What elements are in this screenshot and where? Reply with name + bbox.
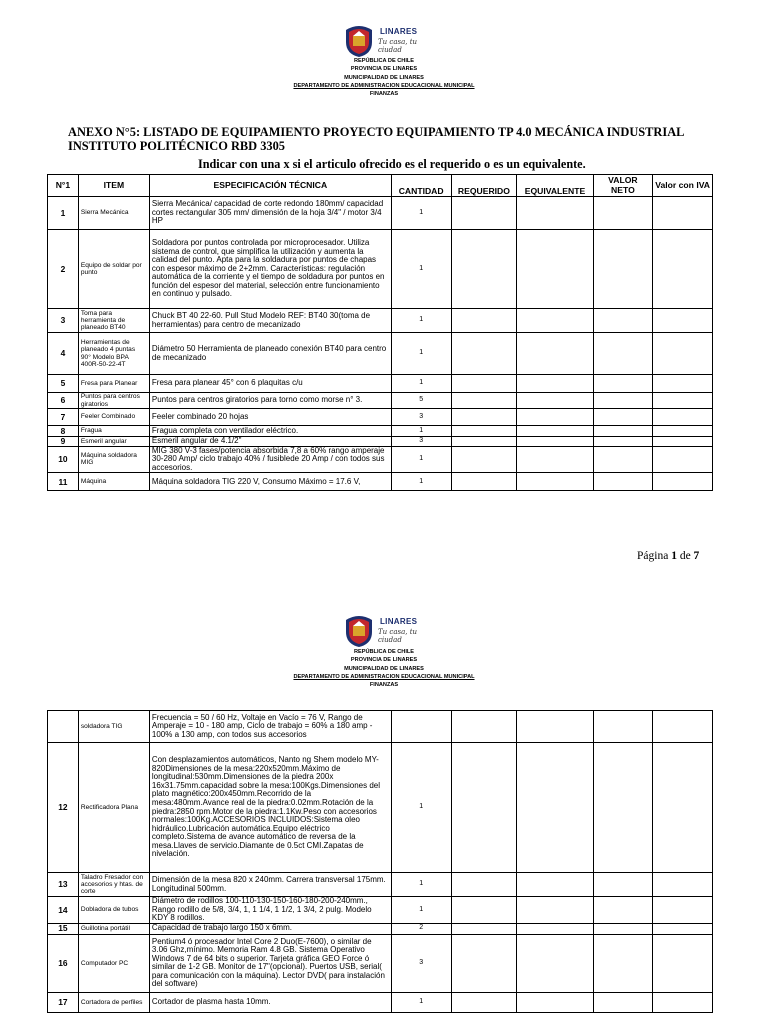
table-row [48,409,713,426]
header-province: PROVINCIA DE LINARES [350,66,418,73]
row-valor-neto[interactable] [593,446,653,473]
row-valor-iva[interactable] [653,473,713,491]
row-item: Dobladora de tubos [78,897,149,924]
row-valor-iva[interactable] [653,230,713,309]
row-requerido[interactable] [451,309,517,333]
table-row [48,197,713,230]
row-number: 16 [48,934,79,992]
table-row [48,473,713,491]
row-valor-neto[interactable] [593,309,653,333]
row-spec: Soldadora por puntos controlada por microprocesador. Utiliza sistema de control, que simplifica la utilización y aumenta la calidad del punto. Apta para la soldadura por puntos de chapas con espesor máximo de 2+2mm. Características: regulación automática de la corriente y el tiempo de soldadura por puntos en función del espesor del material, selección entre funcionamiento en continuo y pulsado. [149,230,391,309]
row-requerido[interactable] [451,992,517,1012]
row-spec: Pentium4 ó procesador Intel Core 2 Duo(E-7600), o similar de 3.06 Ghz,mínimo. Memoria Ram 4.8 GB. Sistema Operativo Windows 7 de 64 bits o superior. Tarjeta gráfica GEO Force ó similar de 1-2 GB. Monitor de 17"(opcional). Puertos USB, serial( para comunicación con la máquina). Lector DVD( para instalación del software) [149,934,391,992]
row-item: Esmeril angular [78,437,149,447]
row-valor-iva[interactable] [653,743,713,873]
table-row [48,711,713,743]
row-equivalente[interactable] [517,375,593,393]
row-quantity: 1 [391,375,451,393]
row-valor-neto[interactable] [593,934,653,992]
row-spec: Feeler combinado 20 hojas [149,409,391,426]
row-equivalente[interactable] [517,473,593,491]
header-department: DEPARTAMENTO DE ADMINISTRACION EDUCACIONAL MUNICIPAL [293,673,475,680]
row-requerido[interactable] [451,333,517,375]
row-item: Rectificadora Plana [78,743,149,873]
row-number: 14 [48,897,79,924]
row-number: 1 [48,197,79,230]
row-requerido[interactable] [451,197,517,230]
institution-header [0,57,768,98]
table-row [48,230,713,309]
table-row [48,934,713,992]
page-of: de [679,550,691,562]
col-qty: CANTIDAD [391,175,451,197]
row-equivalente[interactable] [517,897,593,924]
row-valor-neto[interactable] [593,711,653,743]
row-valor-iva[interactable] [653,897,713,924]
row-valor-iva[interactable] [653,393,713,409]
row-quantity: 3 [391,437,451,447]
row-item: Computador PC [78,934,149,992]
row-quantity: 1 [391,743,451,873]
table-row [48,437,713,447]
row-requerido[interactable] [451,446,517,473]
row-number: 13 [48,873,79,897]
row-equivalente[interactable] [517,309,593,333]
row-valor-neto[interactable] [593,230,653,309]
row-spec: Cortador de plasma hasta 10mm. [149,992,391,1012]
row-spec: Frecuencia = 50 / 60 Hz, Voltaje en Vacío = 76 V, Rango de Amperaje = 10 - 180 amp, Ciclo de trabajo = 60% a 180 amp - 100% a 130 amp, con todos sus accesorios [149,711,391,743]
row-number: 3 [48,309,79,333]
row-equivalente[interactable] [517,333,593,375]
row-valor-neto[interactable] [593,873,653,897]
linares-shield-icon [342,24,376,58]
table-row [48,426,713,437]
row-spec: Fresa para planear 45° con 6 plaquitas c/u [149,375,391,393]
equipment-table-page1 [47,174,713,491]
table-row [48,393,713,409]
page-total: 7 [693,550,700,562]
row-item: Feeler Combinado [78,409,149,426]
row-spec: MIG 380 V-3 fases/potencia absorbida 7,8 a 60% rango amperaje 30-280 Amp/ ciclo trabajo 40% / fusiblede 20 Amp / con todos sus accesorios. [149,446,391,473]
row-requerido[interactable] [451,437,517,447]
row-requerido[interactable] [451,409,517,426]
row-item: soldadora TIG [78,711,149,743]
equipment-table-page2 [47,710,713,1013]
row-equivalente[interactable] [517,873,593,897]
row-item: Toma para herramienta de planeado BT40 [78,309,149,333]
row-equivalente[interactable] [517,992,593,1012]
row-spec: Dimensión de la mesa 820 x 240mm. Carrera transversal 175mm. Longitudinal 500mm. [149,873,391,897]
row-valor-neto[interactable] [593,375,653,393]
row-item: Máquina [78,473,149,491]
row-quantity: 1 [391,309,451,333]
row-equivalente[interactable] [517,437,593,447]
row-quantity: 1 [391,473,451,491]
table-row [48,743,713,873]
row-requerido[interactable] [451,393,517,409]
row-quantity [391,711,451,743]
row-quantity: 3 [391,934,451,992]
row-quantity: 1 [391,197,451,230]
header-finance: FINANZAS [369,682,399,689]
row-valor-iva[interactable] [653,375,713,393]
logo-brand: LINARES [380,27,418,36]
row-requerido[interactable] [451,473,517,491]
row-valor-neto[interactable] [593,473,653,491]
row-quantity: 1 [391,333,451,375]
row-number: 9 [48,437,79,447]
page-number [637,550,699,562]
row-spec: Fragua completa con ventilador eléctrico. [149,426,391,437]
table-header-row [48,175,713,197]
row-valor-neto[interactable] [593,437,653,447]
row-valor-neto[interactable] [593,426,653,437]
row-item: Puntos para centros giratorios [78,393,149,409]
header-municipality: MUNICIPALIDAD DE LINARES [344,74,424,81]
row-valor-neto[interactable] [593,743,653,873]
header-municipality: MUNICIPALIDAD DE LINARES [344,665,424,672]
row-requerido[interactable] [451,873,517,897]
row-valor-iva[interactable] [653,426,713,437]
row-valor-neto[interactable] [593,992,653,1012]
row-spec: Puntos para centros giratorios para torno como morse n° 3. [149,393,391,409]
row-number: 17 [48,992,79,1012]
row-number: 15 [48,923,79,934]
row-number: 10 [48,446,79,473]
row-equivalente[interactable] [517,426,593,437]
row-number: 11 [48,473,79,491]
row-number: 5 [48,375,79,393]
row-requerido[interactable] [451,934,517,992]
row-valor-neto[interactable] [593,393,653,409]
row-number: 4 [48,333,79,375]
row-valor-iva[interactable] [653,409,713,426]
header-department: DEPARTAMENTO DE ADMINISTRACION EDUCACIONAL MUNICIPAL [293,82,475,89]
table-row [48,375,713,393]
row-equivalente[interactable] [517,446,593,473]
row-quantity: 1 [391,897,451,924]
row-equivalente[interactable] [517,409,593,426]
row-requerido[interactable] [451,230,517,309]
logo-slogan: Tu casa, tu ciudad [378,38,418,54]
row-quantity: 1 [391,230,451,309]
row-equivalente[interactable] [517,197,593,230]
row-requerido[interactable] [451,426,517,437]
table-row [48,446,713,473]
row-requerido[interactable] [451,711,517,743]
row-valor-iva[interactable] [653,197,713,230]
annex-title-line2: INSTITUTO POLITÉCNICO RBD 3305 [68,138,285,153]
row-spec: Diámetro de rodillos 100-110-130-150-160-180-200-240mm., Rango rodillo de 5/8, 3/4, 1, 1 1/4, 1 1/2, 1 3/4, 2 pulg. Modelo KDY 8 rodillos. [149,897,391,924]
row-quantity: 1 [391,426,451,437]
logo-brand: LINARES [380,617,418,626]
row-quantity: 1 [391,992,451,1012]
row-equivalente[interactable] [517,923,593,934]
row-equivalente[interactable] [517,743,593,873]
linares-logo [338,24,438,58]
annex-title [68,126,708,153]
row-requerido[interactable] [451,897,517,924]
row-quantity: 1 [391,446,451,473]
row-valor-iva[interactable] [653,309,713,333]
row-number: 2 [48,230,79,309]
row-quantity: 2 [391,923,451,934]
row-item: Máquina soldadora MIG [78,446,149,473]
row-number: 6 [48,393,79,409]
header-republic: REPÚBLICA DE CHILE [353,649,415,655]
instruction-text: Indicar con una x si el articulo ofrecido es el requerido o es un equivalente. [198,157,586,171]
row-valor-iva[interactable] [653,446,713,473]
row-valor-iva[interactable] [653,873,713,897]
header-finance: FINANZAS [369,91,399,98]
row-valor-neto[interactable] [593,409,653,426]
row-item: Fragua [78,426,149,437]
row-valor-iva[interactable] [653,437,713,447]
row-requerido[interactable] [451,923,517,934]
table-row [48,923,713,934]
row-quantity: 5 [391,393,451,409]
institution-header [0,648,768,689]
row-item: Equipo de soldar por punto [78,230,149,309]
page-label: Página [637,550,669,562]
row-equivalente[interactable] [517,711,593,743]
col-equivalente: EQUIVALENTE [517,175,593,197]
row-item: Herramientas de planeado 4 puntas 90° Modelo BPA 400R-50-22-4T [78,333,149,375]
page-2 [0,580,768,1024]
row-valor-neto[interactable] [593,923,653,934]
row-valor-iva[interactable] [653,711,713,743]
linares-logo [338,614,438,648]
row-number: 7 [48,409,79,426]
header-republic: REPÚBLICA DE CHILE [353,58,415,64]
col-spec: ESPECIFICACIÓN TÉCNICA [149,175,391,197]
row-item: Sierra Mecánica [78,197,149,230]
header-province: PROVINCIA DE LINARES [350,657,418,664]
row-item: Taladro Fresador con accesorios y htas. de corte [78,873,149,897]
row-number [48,711,79,743]
row-spec: Capacidad de trabajo largo 150 x 6mm. [149,923,391,934]
col-num: N°1 [48,175,79,197]
row-number: 8 [48,426,79,437]
row-quantity: 1 [391,873,451,897]
annex-title-line1: ANEXO N°5: LISTADO DE EQUIPAMIENTO PROYECTO EQUIPAMIENTO TP 4.0 MECÁNICA INDUSTRIAL [68,125,685,139]
row-valor-iva[interactable] [653,333,713,375]
table-row [48,309,713,333]
table-row [48,992,713,1012]
table-row [48,873,713,897]
row-spec: Esmeril angular de 4.1/2" [149,437,391,447]
row-spec: Chuck BT 40 22-60. Pull Stud Modelo REF: BT40 30(toma de herramientas) para centro de mecanizado [149,309,391,333]
row-valor-iva[interactable] [653,992,713,1012]
col-valor-iva: Valor con IVA [653,175,713,197]
row-requerido[interactable] [451,743,517,873]
logo-slogan: Tu casa, tu ciudad [378,628,418,644]
row-valor-iva[interactable] [653,923,713,934]
row-equivalente[interactable] [517,393,593,409]
row-spec: Máquina soldadora TIG 220 V, Consumo Máximo = 17.6 V, [149,473,391,491]
row-valor-neto[interactable] [593,897,653,924]
row-equivalente[interactable] [517,230,593,309]
row-equivalente[interactable] [517,934,593,992]
row-item: Cortadora de perfiles [78,992,149,1012]
row-valor-neto[interactable] [593,197,653,230]
row-item: Fresa para Planear [78,375,149,393]
col-item: ITEM [78,175,149,197]
linares-shield-icon [342,614,376,648]
row-spec: Diámetro 50 Herramienta de planeado conexión BT40 para centro de mecanizado [149,333,391,375]
col-requerido: REQUERIDO [451,175,517,197]
page-current: 1 [671,550,677,562]
row-valor-neto[interactable] [593,333,653,375]
table-row [48,333,713,375]
row-number: 12 [48,743,79,873]
row-quantity: 3 [391,409,451,426]
row-valor-iva[interactable] [653,934,713,992]
row-item: Guillotina portátil [78,923,149,934]
row-spec: Sierra Mecánica/ capacidad de corte redondo 180mm/ capacidad cortes rectangular 305 mm/ dimensión de la hoja 3/4" / motor 3/4 HP [149,197,391,230]
table-row [48,897,713,924]
col-valor-neto: VALOR NETO [593,175,653,197]
row-requerido[interactable] [451,375,517,393]
row-spec: Con desplazamientos automáticos, Nanto ng Shem modelo MY-820Dimensiones de la mesa:220x520mm.Máximo de longitudinal:530mm.Dimensiones de la piedra 200x 16x31.75mm.capacidad sobre la mesa:100Kgs.Dimensiones del plato magnético:200x450mm.Recorrido de la mesa:480mm.Avance real de la piedra:0.02mm.Rotación de la piedra:2850 rpm.Motor de la piedra:1.1Kw.Peso con accesorios normales:100Kg.ACCESORIOS INCLUIDOS:Sistema oleo hidráulico.Lubricación automática.Equipo eléctrico completo.Sistema de avance automático de reversa de la mesa.Llaves de servicio.Diamante de 0.5ct CMI.Zapatas de nivelación. [149,743,391,873]
